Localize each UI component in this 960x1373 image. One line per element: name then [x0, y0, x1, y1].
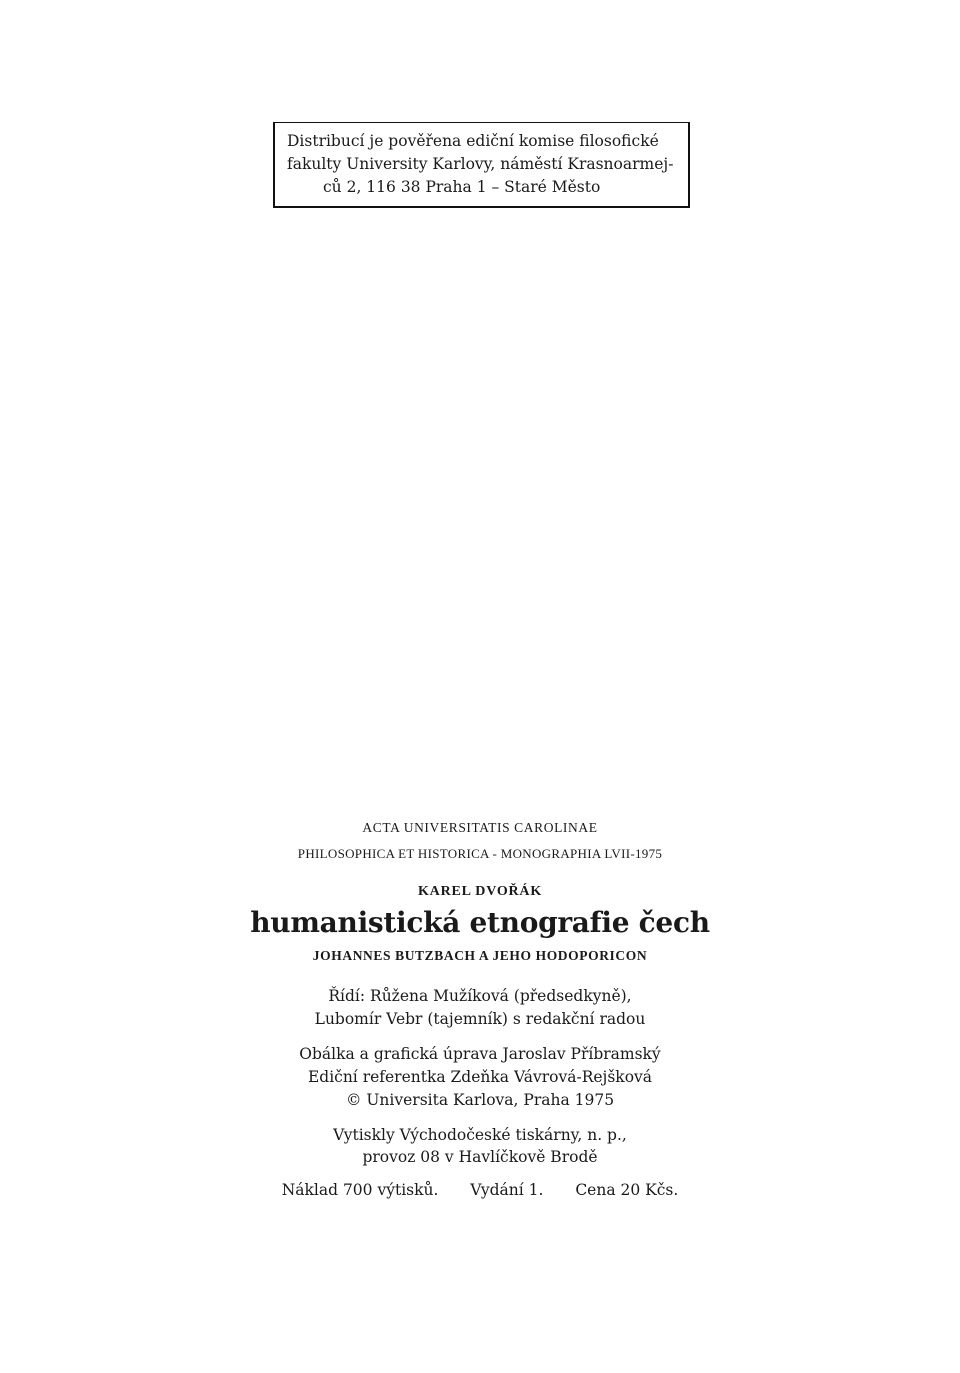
print-run: Náklad 700 výtisků. [281, 1181, 439, 1199]
printing-line-2: provoz 08 v Havlíčkově Brodě [362, 1148, 598, 1166]
book-subtitle: JOHANNES BUTZBACH A JEHO HODOPORICON [312, 948, 648, 963]
book-title: humanistická etnografie čech [250, 906, 710, 939]
distribution-line-1: Distribucí je pověřena ediční komise filosofické [287, 132, 659, 150]
series-title: ACTA UNIVERSITATIS CAROLINAE [362, 820, 598, 835]
printing-line-1: Vytiskly Východočeské tiskárny, n. p., [333, 1126, 627, 1144]
price: Cena 20 Kčs. [575, 1181, 679, 1199]
editorial-line-2: Lubomír Vebr (tajemník) s redakční radou [314, 1010, 646, 1028]
book-author: KAREL DVOŘÁK [417, 884, 543, 899]
edition-number: Vydání 1. [470, 1181, 544, 1199]
copyright-line: © Universita Karlova, Praha 1975 [345, 1091, 615, 1109]
design-line-1: Obálka a grafická úprava Jaroslav Příbramský [299, 1045, 661, 1063]
editorial-line-1: Řídí: Růžena Mužíková (předsedkyně), [328, 987, 632, 1005]
series-subtitle: PHILOSOPHICA ET HISTORICA - MONOGRAPHIA LVII-1975 [297, 846, 663, 861]
design-line-2: Ediční referentka Zdeňka Vávrová-Rejšková [307, 1068, 653, 1086]
edition-info [0, 1181, 960, 1199]
distribution-line-2: fakulty University Karlovy, náměstí Krasnoarmej- [287, 155, 674, 173]
distribution-line-3: ců 2, 116 38 Praha 1 – Staré Město [323, 178, 601, 196]
